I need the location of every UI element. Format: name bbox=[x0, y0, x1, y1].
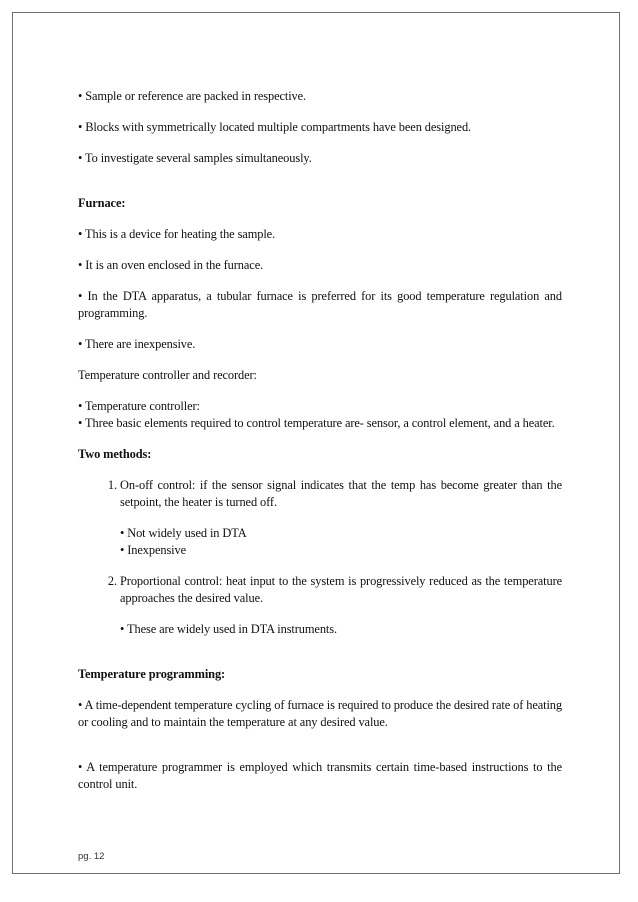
controller-label: • Temperature controller: bbox=[78, 399, 200, 413]
method-item-1-sub-1: • Not widely used in DTA bbox=[120, 526, 247, 540]
method-item-2-text: 2. Proportional control: heat input to the system is progressively reduced as the temperature approaches the desired value. bbox=[120, 574, 562, 605]
furnace-point-4: • There are inexpensive. bbox=[78, 337, 196, 351]
furnace-point-3: • In the DTA apparatus, a tubular furnace is preferred for its good temperature regulation and programming. bbox=[78, 289, 562, 320]
programming-point-2: • A temperature programmer is employed which transmits certain time-based instructions to the control unit. bbox=[78, 760, 562, 791]
programming-heading: Temperature programming: bbox=[78, 667, 226, 681]
intro-line-3: • To investigate several samples simultaneously. bbox=[78, 151, 312, 165]
method-item-2-sub-1: • These are widely used in DTA instruments. bbox=[120, 622, 337, 636]
intro-line-2: • Blocks with symmetrically located multiple compartments have been designed. bbox=[78, 120, 472, 134]
methods-list bbox=[78, 477, 562, 638]
method-item-1 bbox=[120, 477, 562, 559]
document-body bbox=[78, 88, 562, 793]
intro-line-1: • Sample or reference are packed in respective. bbox=[78, 89, 307, 103]
programming-point-1: • A time-dependent temperature cycling of furnace is required to produce the desired rate of heating or cooling and to maintain the temperature at any desired value. bbox=[78, 698, 562, 729]
controller-heading: Temperature controller and recorder: bbox=[78, 368, 257, 382]
method-item-1-sub-2: • Inexpensive bbox=[120, 543, 187, 557]
furnace-point-2: • It is an oven enclosed in the furnace. bbox=[78, 258, 264, 272]
method-item-2 bbox=[120, 573, 562, 638]
methods-heading: Two methods: bbox=[78, 447, 152, 461]
page-number: pg. 12 bbox=[78, 851, 105, 862]
method-item-1-text: 1. On-off control: if the sensor signal indicates that the temp has become greater than the setpoint, the heater is turned off. bbox=[120, 478, 562, 509]
furnace-heading: Furnace: bbox=[78, 196, 126, 210]
furnace-point-1: • This is a device for heating the sample. bbox=[78, 227, 276, 241]
controller-text: • Three basic elements required to control temperature are- sensor, a control element, and a heater. bbox=[78, 416, 555, 430]
